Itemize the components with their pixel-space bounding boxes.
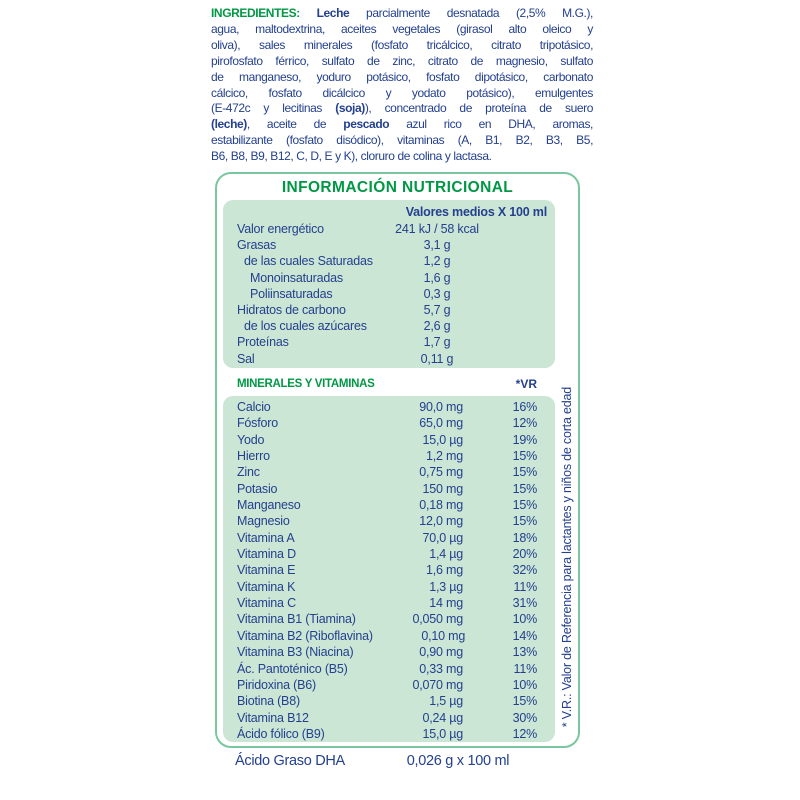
nutrient-value: 2,6 g [423, 319, 451, 334]
nutrient-label: Biotina (B8) [237, 694, 300, 709]
nutrient-label: Poliinsaturadas [250, 286, 333, 301]
minerals-vitamins-panel [223, 396, 555, 742]
table-row [223, 253, 555, 269]
nutrient-amount: 1,5 µg [429, 694, 463, 709]
nutrient-value: 1,7 g [423, 335, 451, 350]
nutrient-value: 0,11 g [420, 351, 454, 366]
nutrient-label: Sal [237, 351, 255, 366]
nutrient-vr-percent: 30% [512, 710, 537, 725]
nutrient-label: de las cuales Saturadas [244, 254, 373, 269]
ingredients-line [211, 117, 593, 133]
nutrient-amount: 90,0 mg [419, 400, 463, 414]
ingredients-line [211, 149, 593, 165]
ingredients-text: B6, B8, B9, B12, C, D, E y K), cloruro de colina y lactasa. [211, 149, 492, 164]
nutrient-amount: 70,0 µg [422, 530, 463, 545]
table-row [223, 661, 555, 677]
table-row [223, 677, 555, 693]
table-row [223, 481, 555, 497]
minerals-header-label: MINERALES Y VITAMINAS [237, 377, 375, 390]
nutrient-vr-percent: 31% [512, 596, 537, 611]
nutrient-label: Vitamina B2 (Riboflavina) [237, 628, 373, 643]
nutrient-label: Fósforo [237, 416, 278, 431]
nutrient-label: Calcio [237, 400, 271, 414]
nutrient-label: Vitamina E [237, 563, 296, 578]
nutrient-amount: 150 mg [422, 481, 463, 496]
table-row [223, 351, 555, 367]
nutrient-label: Valor energético [237, 222, 324, 236]
table-row [223, 628, 555, 644]
nutrient-amount: 15,0 µg [422, 432, 463, 447]
nutrient-label: Proteínas [237, 335, 289, 350]
table-row [223, 579, 555, 595]
vr-side-note-text: * V.R.: Valor de Referencia para lactantes y niños de corta edad [560, 386, 574, 728]
nutrient-vr-percent: 15% [512, 694, 537, 709]
nutrient-label: Potasio [237, 481, 278, 496]
nutrient-label: Hidratos de carbono [237, 303, 346, 318]
nutrient-amount: 0,18 mg [419, 498, 463, 513]
minerals-vitamins-header [223, 372, 555, 392]
table-row [223, 415, 555, 431]
nutrient-label: Piridoxina (B6) [237, 677, 316, 692]
nutrient-vr-percent: 15% [512, 481, 537, 496]
nutrient-vr-percent: 12% [512, 416, 537, 431]
nutrient-vr-percent: 15% [512, 465, 537, 480]
nutrient-vr-percent: 18% [512, 530, 537, 545]
nutrient-value: 3,1 g [423, 238, 451, 253]
nutrient-vr-percent: 10% [512, 677, 537, 692]
table-row [223, 318, 555, 334]
ingredients-line [211, 70, 593, 86]
nutrient-label: Vitamina C [237, 596, 296, 611]
main-values-rows [223, 221, 555, 367]
nutrient-vr-percent: 15% [512, 498, 537, 513]
vr-column-header: *VR [515, 376, 537, 391]
nutrient-amount: 0,10 mg [421, 628, 466, 643]
nutrient-label: Vitamina B12 [237, 710, 309, 725]
nutrient-value: 1,2 g [423, 254, 451, 269]
nutrition-title: INFORMACIÓN NUTRICIONAL [281, 179, 514, 196]
table-row [223, 334, 555, 350]
nutrient-vr-percent: 19% [512, 432, 537, 447]
table-row [223, 726, 555, 742]
nutrient-vr-percent: 20% [512, 547, 537, 562]
table-row [223, 302, 555, 318]
nutrient-value: 5,7 g [423, 303, 451, 318]
nutrient-label: Hierro [237, 449, 270, 464]
nutrition-facts-box [215, 172, 580, 748]
nutrient-label: Vitamina B1 (Tiamina) [237, 612, 356, 627]
nutrient-vr-percent: 11% [513, 579, 537, 594]
nutrient-label: Vitamina B3 (Niacina) [237, 645, 354, 660]
nutrient-label: Ácido fólico (B9) [237, 726, 325, 741]
ingredients-text: , aceite de [246, 117, 344, 132]
table-row [223, 513, 555, 529]
nutrient-value: 1,6 g [423, 270, 451, 285]
nutrient-amount: 0,33 mg [419, 661, 463, 676]
nutrient-vr-percent: 14% [512, 628, 537, 643]
nutrient-value: 241 kJ / 58 kcal [395, 222, 479, 236]
dha-value: 0,026 g x 100 ml [406, 753, 510, 769]
ingredients-line [211, 38, 593, 54]
nutrient-vr-percent: 12% [512, 726, 537, 741]
nutrient-amount: 15,0 µg [422, 726, 463, 741]
ingredients-text: agua, maltodextrina, aceites vegetales (girasol alto oleico y [211, 21, 593, 36]
ingredients-text: (soja) [335, 101, 365, 116]
nutrient-label: Vitamina K [237, 579, 296, 594]
table-row [223, 530, 555, 546]
nutrient-amount: 0,050 mg [412, 612, 463, 627]
table-row [223, 546, 555, 562]
table-row [223, 595, 555, 611]
table-row [223, 270, 555, 286]
table-row [223, 464, 555, 480]
nutrient-vr-percent: 13% [512, 645, 537, 660]
table-row [223, 399, 555, 415]
ingredients-paragraph [211, 6, 593, 165]
main-values-panel [223, 200, 555, 368]
nutrient-label: Yodo [237, 432, 265, 447]
nutrient-amount: 1,4 µg [429, 547, 463, 562]
nutrient-label: Magnesio [237, 514, 290, 529]
table-row [223, 693, 555, 709]
ingredients-text: parcialmente desnatada (2,5% M.G.), [349, 6, 593, 20]
ingredients-text: estabilizante (fosfato disódico), vitaminas (A, B1, B2, B3, B5, [211, 133, 593, 148]
ingredients-text: ), concentrado de proteína de suero [364, 101, 594, 116]
nutrient-label: Vitamina D [237, 547, 296, 562]
ingredients-line [211, 54, 593, 70]
nutrient-label: Grasas [237, 238, 277, 253]
table-row [223, 448, 555, 464]
ingredients-text: pirofosfato férrico, sulfato de zinc, citrato de magnesio, sulfato [211, 53, 593, 68]
ingredients-text: pescado [343, 117, 390, 132]
table-row [223, 432, 555, 448]
nutrient-label: Ác. Pantoténico (B5) [237, 661, 348, 676]
table-row [223, 237, 555, 253]
dha-label: Ácido Graso DHA [235, 753, 345, 769]
table-row [223, 644, 555, 660]
nutrient-label: Vitamina A [237, 530, 295, 545]
ingredients-text: (E-472c y lecitinas [211, 101, 336, 116]
ingredients-text: (leche) [211, 117, 247, 132]
table-row [223, 562, 555, 578]
nutrient-amount: 0,75 mg [419, 465, 463, 480]
table-row [223, 497, 555, 513]
nutrient-amount: 0,90 mg [419, 645, 463, 660]
ingredients-line [211, 133, 593, 149]
nutrient-amount: 12,0 mg [419, 514, 463, 529]
ingredients-line [211, 101, 593, 117]
ingredients-text: de manganeso, yoduro potásico, fosfato dipotásico, carbonato [211, 69, 593, 84]
table-row [223, 611, 555, 627]
nutrient-vr-percent: 10% [512, 612, 537, 627]
dha-row [215, 753, 580, 773]
nutrient-vr-percent: 16% [512, 400, 537, 414]
vr-side-note [556, 372, 578, 742]
nutrient-amount: 0,070 mg [412, 677, 463, 692]
ingredients-text: azul rico en DHA, aromas, [389, 117, 593, 132]
nutrient-amount: 14 mg [429, 596, 463, 611]
ingredients-line [211, 86, 593, 102]
ingredients-line [211, 22, 593, 38]
ingredients-text: Leche [316, 6, 350, 20]
nutrient-amount: 0,24 µg [422, 710, 463, 725]
nutrient-label: Monoinsaturadas [250, 270, 343, 285]
nutrient-vr-percent: 32% [512, 563, 537, 578]
nutrient-amount: 1,6 mg [425, 563, 463, 578]
nutrient-label: de los cuales azúcares [244, 319, 367, 334]
nutrient-label: Zinc [237, 465, 260, 480]
nutrient-label: Manganeso [237, 498, 301, 513]
table-row [223, 221, 555, 237]
nutrient-value: 0,3 g [423, 286, 451, 301]
ingredients-line [211, 6, 593, 22]
values-per-100ml-header: Valores medios X 100 ml [405, 205, 547, 219]
nutrient-vr-percent: 15% [512, 449, 537, 464]
nutrient-amount: 1,3 µg [429, 579, 463, 594]
ingredients-heading: INGREDIENTES: [211, 6, 317, 20]
ingredients-text: oliva), sales minerales (fosfato tricálcico, citrato tripotásico, [211, 37, 593, 52]
table-row [223, 710, 555, 726]
nutrient-amount: 1,2 mg [425, 449, 463, 464]
nutrient-amount: 65,0 mg [419, 416, 463, 431]
ingredients-text: cálcico, fosfato dicálcico y yodato potásico), emulgentes [211, 85, 593, 100]
nutrient-vr-percent: 11% [513, 661, 537, 676]
nutrient-vr-percent: 15% [512, 514, 537, 529]
table-row [223, 286, 555, 302]
